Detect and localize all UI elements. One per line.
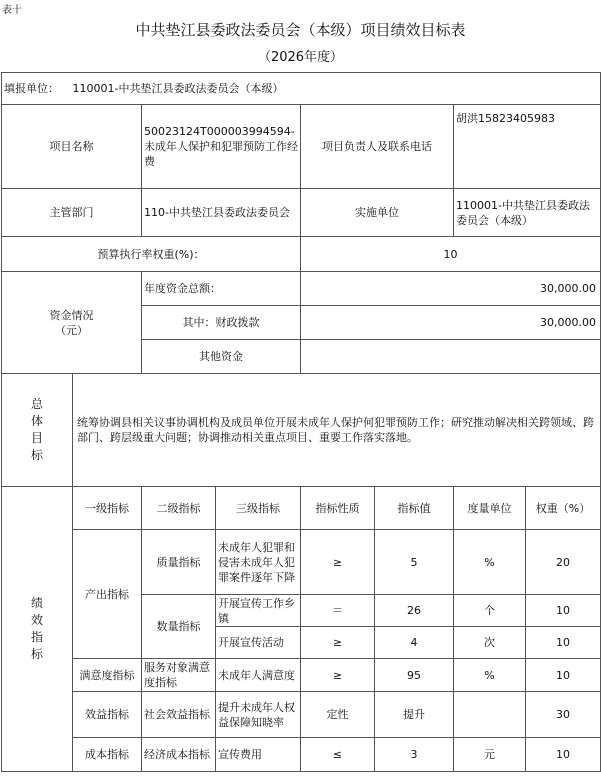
unit-cell: % <box>454 530 526 595</box>
table-number-label: 表十 <box>2 5 22 16</box>
weight-cell: 10 <box>526 659 601 692</box>
implementing-unit-value: 110001-中共垫江县委政法委员会（本级） <box>454 189 601 237</box>
weight-cell: 30 <box>526 692 601 738</box>
project-contact-value: 胡洪15823405983 <box>454 105 601 189</box>
funds-fiscal-value: 30,000.00 <box>301 306 601 340</box>
level2-cell: 质量指标 <box>142 530 216 595</box>
header-weight: 权重（%） <box>526 487 601 530</box>
header-nature: 指标性质 <box>301 487 375 530</box>
level3-cell: 提升未成年人权益保障知晓率 <box>216 692 301 738</box>
nature-cell: ≥ <box>301 659 375 692</box>
unit-cell: 次 <box>454 627 526 659</box>
level1-cell: 产出指标 <box>73 530 142 659</box>
value-cell: 26 <box>375 595 454 627</box>
funds-other-label: 其他资金 <box>142 340 301 374</box>
level2-cell: 经济成本指标 <box>142 738 216 772</box>
level3-cell: 开展宣传活动 <box>216 627 301 659</box>
weight-cell: 10 <box>526 595 601 627</box>
unit-cell: % <box>454 659 526 692</box>
value-cell: 3 <box>375 738 454 772</box>
table-row <box>2 738 601 772</box>
level2-cell: 服务对象满意度指标 <box>142 659 216 692</box>
budget-weight-label: 预算执行率权重(%)： <box>2 237 301 272</box>
performance-target-table <box>1 72 601 772</box>
value-cell: 95 <box>375 659 454 692</box>
implementing-unit-label: 实施单位 <box>301 189 454 237</box>
indicators-section-label: 绩 效 指 标 <box>2 487 73 772</box>
nature-cell: ≥ <box>301 627 375 659</box>
header-unit: 度量单位 <box>454 487 526 530</box>
table-row <box>2 692 601 738</box>
level1-cell: 满意度指标 <box>73 659 142 692</box>
funds-label: 资金情况 （元） <box>2 272 142 374</box>
level3-cell: 开展宣传工作乡镇 <box>216 595 301 627</box>
project-name-label: 项目名称 <box>2 105 142 189</box>
page-title: 中共垫江县委政法委员会（本级）项目绩效目标表 <box>135 21 466 39</box>
level1-cell: 效益指标 <box>73 692 142 738</box>
funds-total-label: 年度资金总额： <box>142 272 301 306</box>
funds-other-value <box>301 340 601 374</box>
level2-cell: 社会效益指标 <box>142 692 216 738</box>
unit-cell <box>454 692 526 738</box>
level3-cell: 未成年人犯罪和侵害未成年人犯罪案件逐年下降 <box>216 530 301 595</box>
weight-cell: 10 <box>526 627 601 659</box>
header-level1: 一级指标 <box>73 487 142 530</box>
funds-total-value: 30,000.00 <box>301 272 601 306</box>
fiscal-year: （2026年度） <box>257 50 344 65</box>
value-cell: 4 <box>375 627 454 659</box>
nature-cell: 定性 <box>301 692 375 738</box>
project-name-value: 50023124T000003994594-未成年人保护和犯罪预防工作经费 <box>142 105 301 189</box>
overall-goal-text: 统筹协调县相关议事协调机构及成员单位开展未成年人保护何犯罪预防工作；研究推动解决相关跨领域、跨部门、跨层级重大问题；协调推动相关重点项目、重要工作落实落地。 <box>73 374 601 487</box>
level3-cell: 未成年人满意度 <box>216 659 301 692</box>
funds-fiscal-label: 其中：财政拨款 <box>142 306 301 340</box>
table-row <box>2 659 601 692</box>
weight-cell: 20 <box>526 530 601 595</box>
unit-cell: 个 <box>454 595 526 627</box>
supervisor-dept-value: 110-中共垫江县委政法委员会 <box>142 189 301 237</box>
nature-cell: ≤ <box>301 738 375 772</box>
value-cell: 提升 <box>375 692 454 738</box>
nature-cell: ＝ <box>301 595 375 627</box>
weight-cell: 10 <box>526 738 601 772</box>
reporting-unit-label: 填报单位： <box>4 82 59 95</box>
level3-cell: 宣传费用 <box>216 738 301 772</box>
project-contact-label: 项目负责人及联系电话 <box>301 105 454 189</box>
supervisor-dept-label: 主管部门 <box>2 189 142 237</box>
overall-goal-label: 总 体 目 标 <box>2 374 73 487</box>
level1-cell: 成本指标 <box>73 738 142 772</box>
header-value: 指标值 <box>375 487 454 530</box>
level2-cell: 数量指标 <box>142 595 216 659</box>
header-level2: 二级指标 <box>142 487 216 530</box>
table-row <box>2 530 601 595</box>
reporting-unit-value: 110001-中共垫江县委政法委员会（本级） <box>72 82 284 95</box>
budget-weight-value: 10 <box>301 237 601 272</box>
unit-cell: 元 <box>454 738 526 772</box>
reporting-unit-row <box>2 73 601 105</box>
nature-cell: ≥ <box>301 530 375 595</box>
value-cell: 5 <box>375 530 454 595</box>
header-level3: 三级指标 <box>216 487 301 530</box>
